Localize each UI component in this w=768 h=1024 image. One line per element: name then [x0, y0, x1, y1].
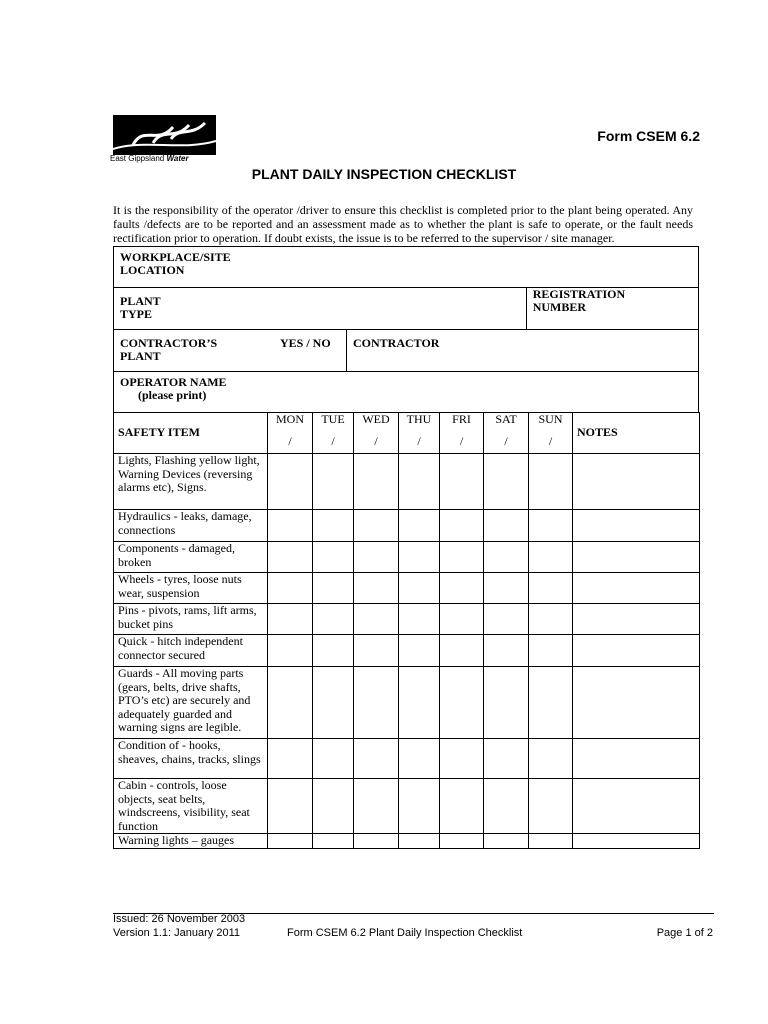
check-cell-wed[interactable]	[354, 604, 399, 635]
check-cell-thu[interactable]	[399, 635, 440, 667]
safety-item-label: Lights, Flashing yellow light, Warning Devices (reversing alarms etc), Signs.	[114, 454, 268, 510]
check-cell-sat[interactable]	[484, 604, 529, 635]
check-cell-tue[interactable]	[313, 739, 354, 779]
check-cell-mon[interactable]	[268, 739, 313, 779]
safety-item-label: Quick - hitch independent connector secured	[114, 635, 268, 667]
check-cell-fri[interactable]	[440, 667, 484, 739]
day-header-tue: TUE /	[313, 413, 354, 454]
check-cell-sun[interactable]	[529, 510, 573, 542]
plant-type-field[interactable]: PLANT TYPE	[114, 288, 527, 330]
check-cell-wed[interactable]	[354, 834, 399, 849]
check-cell-wed[interactable]	[354, 573, 399, 604]
inspection-grid	[113, 412, 700, 849]
check-cell-mon[interactable]	[268, 834, 313, 849]
table-row	[114, 635, 700, 667]
yes-no-option[interactable]: YES / NO	[280, 336, 331, 350]
check-cell-mon[interactable]	[268, 635, 313, 667]
check-cell-wed[interactable]	[354, 542, 399, 573]
intro-paragraph: It is the responsibility of the operator /driver to ensure this checklist is completed prior to the plant being operated. Any faults /defects are to be reported and an assessment made as to whether the plant is safe to operate, or the fault needs rectification prior to operation. If doubt exists, the issue is to be referred to the supervisor / site manager.	[113, 203, 693, 245]
page-title: PLANT DAILY INSPECTION CHECKLIST	[251, 166, 517, 182]
check-cell-tue[interactable]	[313, 834, 354, 849]
check-cell-fri[interactable]	[440, 454, 484, 510]
check-cell-fri[interactable]	[440, 779, 484, 834]
check-cell-tue[interactable]	[313, 779, 354, 834]
footer-page-number: Page 1 of 2	[656, 927, 713, 939]
check-cell-sat[interactable]	[484, 779, 529, 834]
safety-item-label: Condition of - hooks, sheaves, chains, tracks, slings	[114, 739, 268, 779]
check-cell-tue[interactable]	[313, 454, 354, 510]
check-cell-mon[interactable]	[268, 542, 313, 573]
safety-item-label: Guards - All moving parts (gears, belts, drive shafts, PTO’s etc) are securely and adequately guarded and warning signs are legible.	[114, 667, 268, 739]
check-cell-thu[interactable]	[399, 834, 440, 849]
check-cell-tue[interactable]	[313, 510, 354, 542]
notes-cell[interactable]	[573, 667, 700, 739]
check-cell-sun[interactable]	[529, 635, 573, 667]
east-gippsland-water-logo	[113, 115, 216, 155]
check-cell-fri[interactable]	[440, 604, 484, 635]
check-cell-sun[interactable]	[529, 779, 573, 834]
contractor-field[interactable]: CONTRACTOR	[347, 330, 699, 372]
safety-item-label: Warning lights – gauges	[114, 834, 268, 849]
check-cell-tue[interactable]	[313, 573, 354, 604]
notes-cell[interactable]	[573, 573, 700, 604]
check-cell-mon[interactable]	[268, 667, 313, 739]
check-cell-fri[interactable]	[440, 834, 484, 849]
workplace-field[interactable]: WORKPLACE/SITE LOCATION	[114, 247, 699, 288]
check-cell-sun[interactable]	[529, 834, 573, 849]
registration-number-field[interactable]: REGISTRATION NUMBER	[526, 288, 698, 330]
safety-item-label: Wheels - tyres, loose nuts wear, suspension	[114, 573, 268, 604]
check-cell-tue[interactable]	[313, 667, 354, 739]
operator-name-field[interactable]: OPERATOR NAME (please print)	[114, 372, 699, 413]
notes-cell[interactable]	[573, 834, 700, 849]
check-cell-wed[interactable]	[354, 635, 399, 667]
check-cell-sat[interactable]	[484, 834, 529, 849]
check-cell-sat[interactable]	[484, 739, 529, 779]
check-cell-wed[interactable]	[354, 779, 399, 834]
check-cell-thu[interactable]	[399, 604, 440, 635]
contractors-plant-field[interactable]: CONTRACTOR’S PLANT YES / NO	[114, 330, 347, 372]
day-header-mon: MON /	[268, 413, 313, 454]
table-row	[114, 510, 700, 542]
day-header-thu: THU /	[399, 413, 440, 454]
check-cell-mon[interactable]	[268, 573, 313, 604]
check-cell-thu[interactable]	[399, 510, 440, 542]
notes-cell[interactable]	[573, 510, 700, 542]
day-header-wed: WED /	[354, 413, 399, 454]
check-cell-tue[interactable]	[313, 542, 354, 573]
check-cell-thu[interactable]	[399, 542, 440, 573]
day-header-sat: SAT /	[484, 413, 529, 454]
check-cell-sun[interactable]	[529, 604, 573, 635]
info-table	[113, 246, 699, 413]
table-row	[114, 604, 700, 635]
safety-item-label: Components - damaged, broken	[114, 542, 268, 573]
footer-issued: Issued: 26 November 2003	[113, 913, 246, 925]
notes-cell[interactable]	[573, 739, 700, 779]
table-row	[114, 454, 700, 510]
grid-header-row	[114, 413, 700, 454]
notes-cell[interactable]	[573, 779, 700, 834]
day-header-sun: SUN /	[529, 413, 573, 454]
check-cell-sun[interactable]	[529, 454, 573, 510]
footer-version: Version 1.1: January 2011	[113, 927, 240, 939]
logo-caption: East Gippsland Water	[110, 154, 189, 163]
footer-form-title: Form CSEM 6.2 Plant Daily Inspection Checklist	[287, 927, 523, 939]
check-cell-sun[interactable]	[529, 542, 573, 573]
check-cell-tue[interactable]	[313, 604, 354, 635]
check-cell-wed[interactable]	[354, 739, 399, 779]
table-row	[114, 573, 700, 604]
check-cell-sat[interactable]	[484, 667, 529, 739]
check-cell-sat[interactable]	[484, 454, 529, 510]
check-cell-sat[interactable]	[484, 635, 529, 667]
safety-item-label: Cabin - controls, loose objects, seat belts, windscreens, visibility, seat function	[114, 779, 268, 834]
check-cell-thu[interactable]	[399, 573, 440, 604]
notes-cell[interactable]	[573, 604, 700, 635]
check-cell-mon[interactable]	[268, 454, 313, 510]
check-cell-sun[interactable]	[529, 667, 573, 739]
check-cell-sat[interactable]	[484, 573, 529, 604]
notes-cell[interactable]	[573, 542, 700, 573]
check-cell-sun[interactable]	[529, 739, 573, 779]
check-cell-sun[interactable]	[529, 573, 573, 604]
check-cell-thu[interactable]	[399, 454, 440, 510]
notes-cell[interactable]	[573, 635, 700, 667]
day-header-fri: FRI /	[440, 413, 484, 454]
check-cell-wed[interactable]	[354, 510, 399, 542]
check-cell-mon[interactable]	[268, 510, 313, 542]
check-cell-sat[interactable]	[484, 510, 529, 542]
check-cell-fri[interactable]	[440, 542, 484, 573]
form-id: Form CSEM 6.2	[597, 128, 700, 144]
notes-cell[interactable]	[573, 454, 700, 510]
check-cell-fri[interactable]	[440, 739, 484, 779]
check-cell-sat[interactable]	[484, 542, 529, 573]
safety-item-header: SAFETY ITEM	[114, 413, 268, 454]
logo-wave-icon	[113, 115, 216, 155]
safety-item-label: Pins - pivots, rams, lift arms, bucket pins	[114, 604, 268, 635]
check-cell-thu[interactable]	[399, 739, 440, 779]
check-cell-mon[interactable]	[268, 604, 313, 635]
safety-item-label: Hydraulics - leaks, damage, connections	[114, 510, 268, 542]
check-cell-fri[interactable]	[440, 510, 484, 542]
check-cell-thu[interactable]	[399, 667, 440, 739]
table-row	[114, 834, 700, 849]
table-row	[114, 542, 700, 573]
check-cell-fri[interactable]	[440, 573, 484, 604]
check-cell-wed[interactable]	[354, 667, 399, 739]
check-cell-wed[interactable]	[354, 454, 399, 510]
check-cell-fri[interactable]	[440, 635, 484, 667]
notes-header: NOTES	[573, 413, 700, 454]
table-row	[114, 667, 700, 739]
table-row	[114, 779, 700, 834]
table-row	[114, 739, 700, 779]
check-cell-mon[interactable]	[268, 779, 313, 834]
check-cell-thu[interactable]	[399, 779, 440, 834]
check-cell-tue[interactable]	[313, 635, 354, 667]
